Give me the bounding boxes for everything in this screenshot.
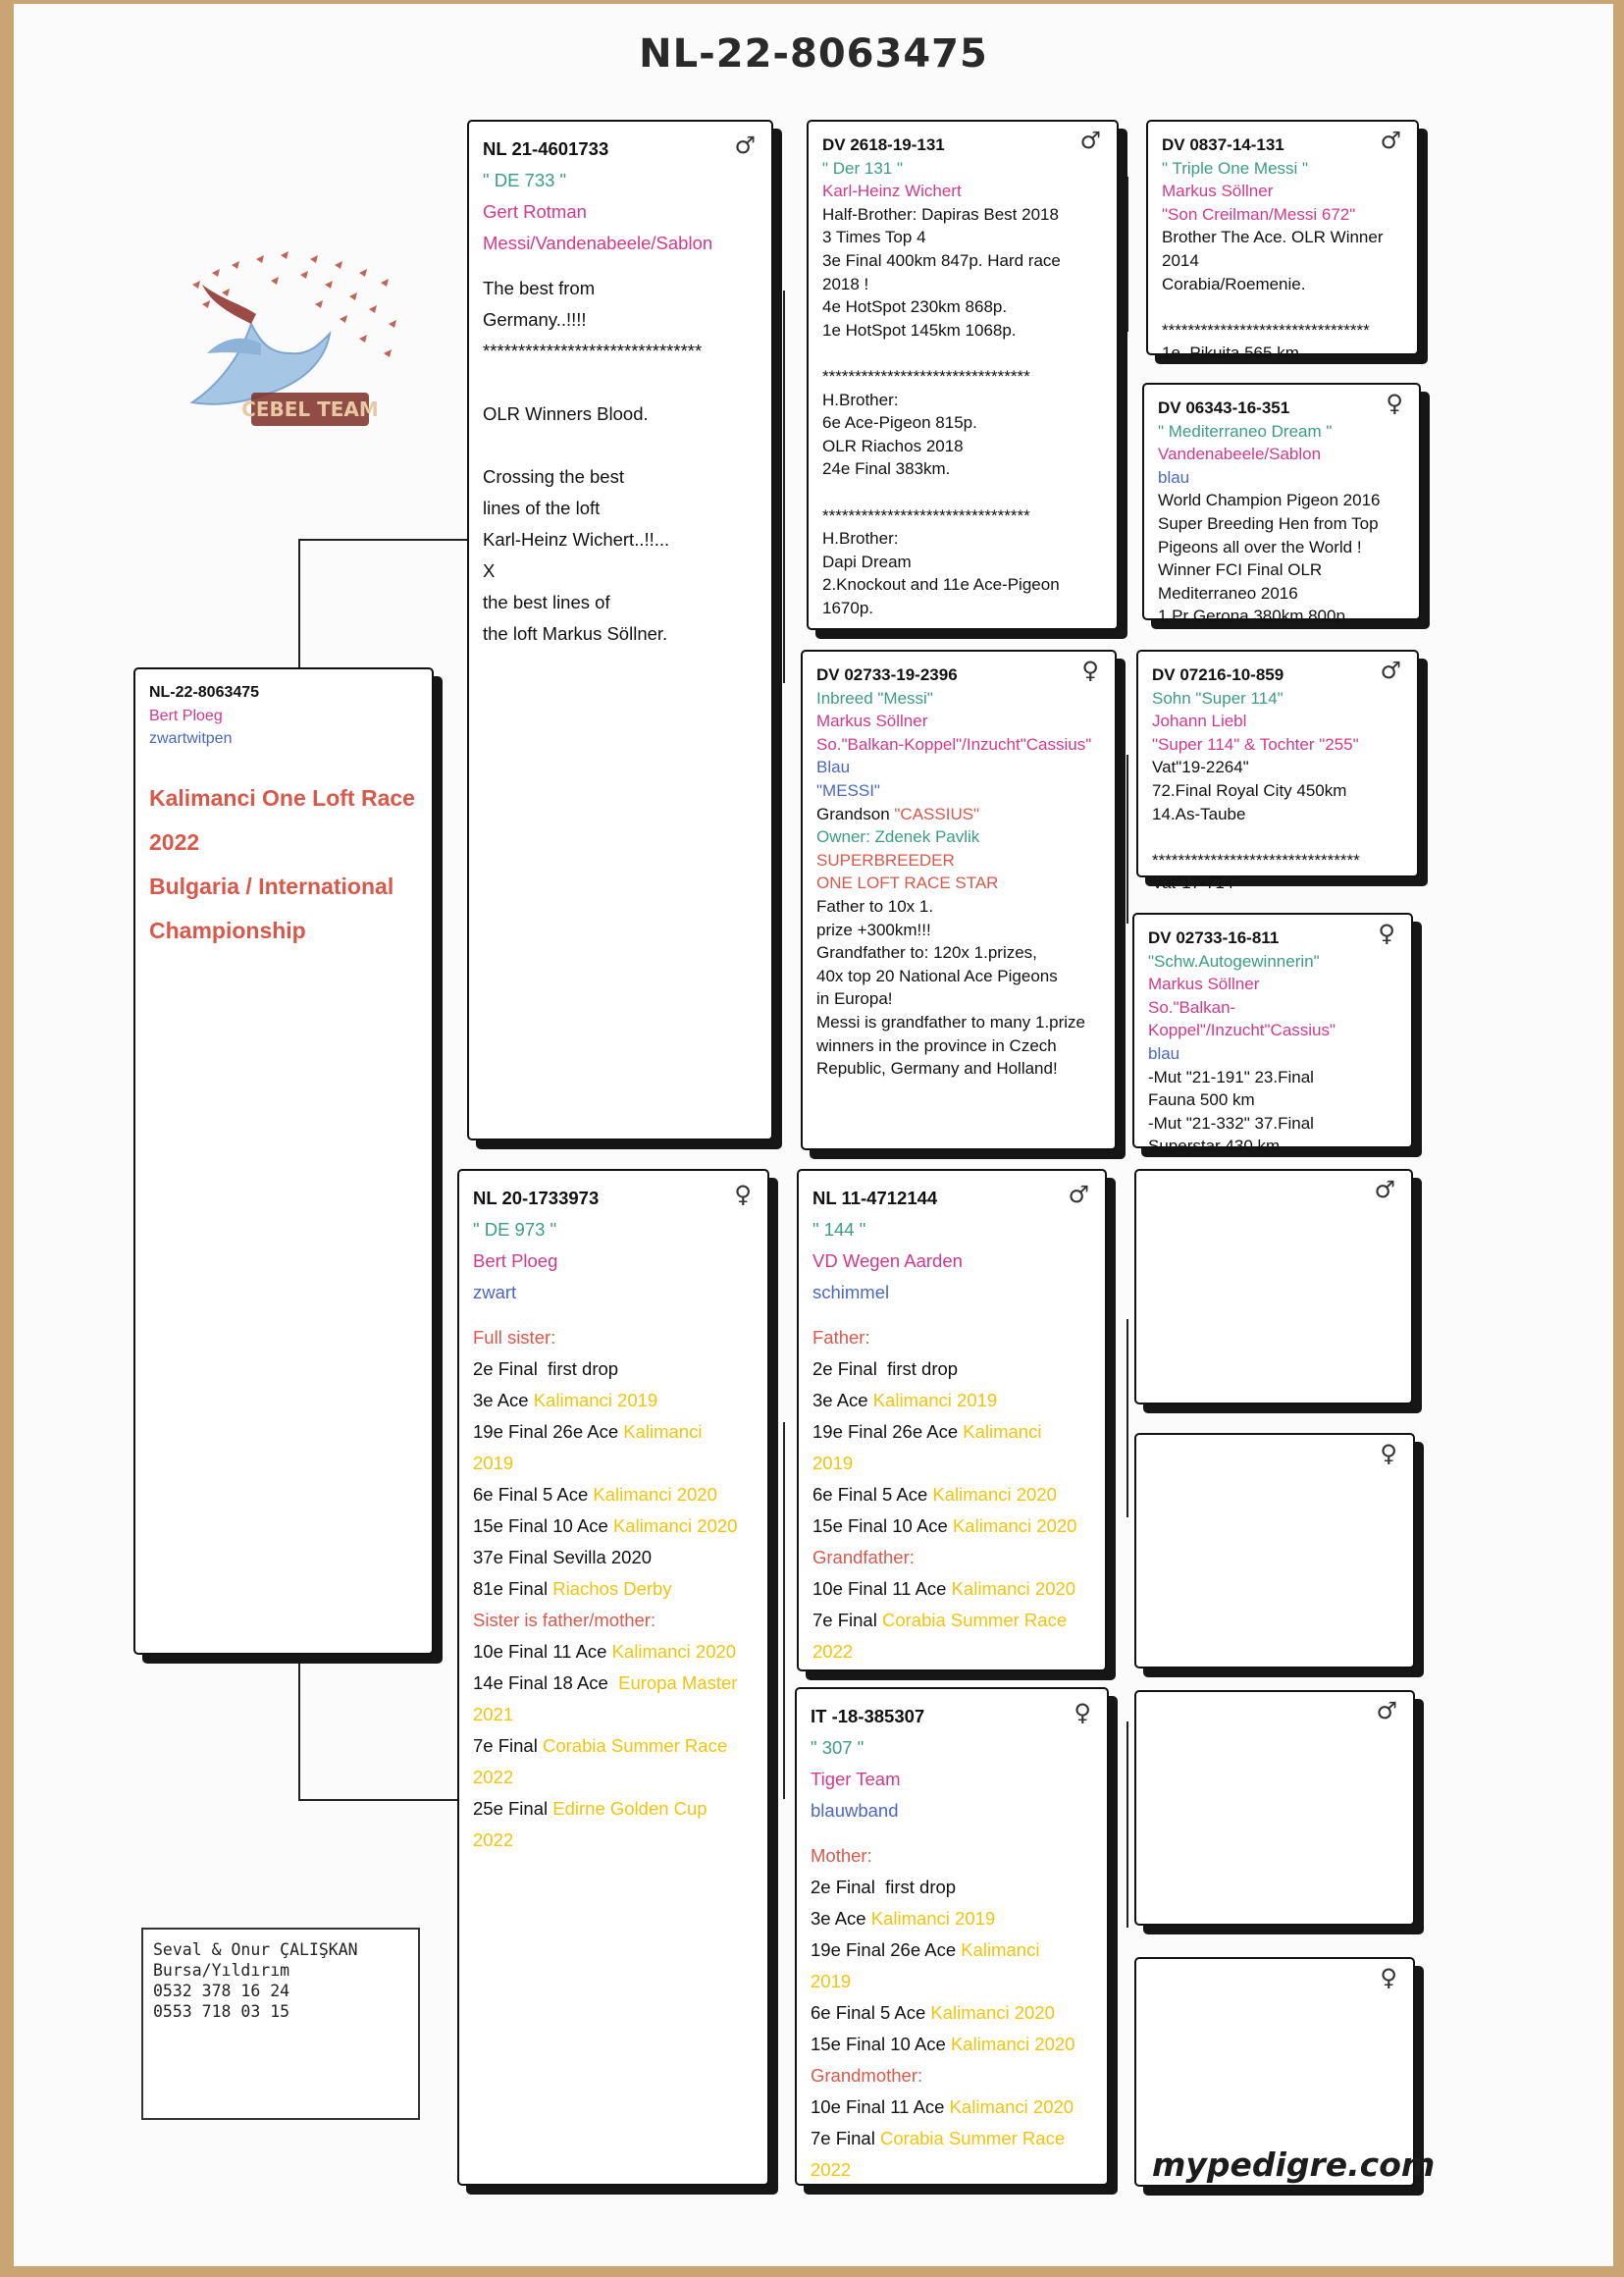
pedigree-line: DV 2618-19-131 <box>822 135 945 154</box>
pedigree-line: 6e Ace-Pigeon 815p. <box>822 413 977 433</box>
pedigree-line: 2e Final first drop <box>812 1358 959 1379</box>
contact-line: Bursa/Yıldırım <box>153 1961 290 1980</box>
pedigree-line: 2019 <box>812 1453 854 1473</box>
female-symbol-icon: ♀ <box>1386 390 1403 417</box>
pedigree-line: 2019 <box>473 1453 514 1473</box>
pedigree-line: IT -18-385307 <box>811 1706 925 1726</box>
pedigree-line: 2021 <box>473 1704 514 1724</box>
pedigree-line: Corabia/Roemenie. <box>1162 274 1306 293</box>
male-symbol-icon: ♂ <box>734 132 756 159</box>
pedigree-line: Mediterraneo 2016 <box>1158 583 1298 603</box>
connector <box>298 539 481 541</box>
pedigree-line: 3e Ace Kalimanci 2019 <box>812 1390 998 1410</box>
pedigree-line: " Triple One Messi " <box>1162 158 1309 178</box>
dam-card <box>457 1169 769 2186</box>
pedigree-line: NL 20-1733973 <box>473 1188 600 1208</box>
pedigree-line <box>483 430 761 461</box>
pedigree-line: 14e Final 18 Ace Europa Master <box>473 1672 738 1693</box>
pedigree-line: 7e Final Corabia Summer Race <box>811 2128 1066 2148</box>
female-symbol-icon: ♀ <box>1074 1699 1091 1726</box>
pedigree-line: -Mut "21-332" 37.Final <box>1148 1113 1314 1133</box>
female-symbol-icon: ♀ <box>734 1181 752 1208</box>
connector <box>1126 755 1128 924</box>
pedigree-line <box>483 259 761 273</box>
male-symbol-icon: ♂ <box>1374 1176 1395 1203</box>
pedigree-line: 40x top 20 National Ace Pigeons <box>816 966 1058 985</box>
connector <box>298 539 300 669</box>
pedigree-line: Sister is father/mother: <box>473 1610 656 1630</box>
pedigree-line: lines of the loft <box>483 498 601 518</box>
connector <box>298 1799 471 1801</box>
pedigree-line: " DE 733 " <box>483 170 567 190</box>
pedigree-line: 6e Final 5 Ace Kalimanci 2020 <box>812 1484 1057 1505</box>
pedigree-line: 3e Ace Kalimanci 2019 <box>473 1390 658 1410</box>
pedigree-line: Republic, Germany and Holland! <box>816 1059 1058 1079</box>
pedigree-line: H.Brother: <box>822 529 899 549</box>
pedigree-line: Full sister: <box>473 1327 556 1348</box>
pedigree-line: ******************************* <box>483 341 703 361</box>
connector <box>783 291 785 683</box>
pedigree-line: The best from <box>483 278 596 298</box>
pedigree-line: Blau <box>816 758 851 777</box>
female-symbol-icon: ♀ <box>1380 1440 1397 1467</box>
pedigree-line: DV 02733-16-811 <box>1148 928 1280 947</box>
dam-sire-card <box>797 1169 1107 1671</box>
dam-sire-dam-card <box>1134 1433 1415 1668</box>
contact-box <box>141 1928 420 2120</box>
pedigree-line: X <box>483 560 496 581</box>
pedigree-line: 1670p. <box>822 598 873 617</box>
pedigree-line: 24e Final 383km. <box>822 459 951 479</box>
pedigree-line: zwart <box>473 1282 517 1302</box>
pedigree-line: So."Balkan-Koppel"/Inzucht"Cassius" <box>816 734 1092 754</box>
pedigree-line: 37e Final Sevilla 2020 <box>473 1547 653 1567</box>
pedigree-line: 10e Final 11 Ace Kalimanci 2020 <box>473 1641 737 1662</box>
pedigree-line: 10e Final 11 Ace Kalimanci 2020 <box>812 1578 1076 1599</box>
pedigree-line: 25e Final Edirne Golden Cup <box>473 1798 707 1819</box>
pedigree-line: 2022 <box>473 1829 514 1850</box>
pedigree-line: Pigeons all over the World ! <box>1158 537 1362 556</box>
pedigree-line: 2e Final first drop <box>811 1877 957 1897</box>
subject-color: zwartwitpen <box>149 730 233 747</box>
sire-sire-dam-card <box>1142 383 1421 626</box>
pedigree-line: " Der 131 " <box>822 158 903 178</box>
pedigree-line: Karl-Heinz Wichert <box>822 182 962 201</box>
pedigree-line: Johann Liebl <box>1152 712 1247 731</box>
pedigree-line: 3e Ace Kalimanci 2019 <box>811 1908 996 1929</box>
subject-line: 2022 <box>149 828 200 855</box>
pedigree-line: Karl-Heinz Wichert..!!... <box>483 529 670 550</box>
pedigree-line <box>483 367 761 398</box>
pedigree-line: schimmel <box>812 1282 890 1302</box>
pedigree-line: 6e Final 5 Ace Kalimanci 2020 <box>811 2002 1055 2023</box>
male-symbol-icon: ♂ <box>1380 127 1401 154</box>
pedigree-line: the loft Markus Söllner. <box>483 623 668 644</box>
pedigree-line: Tiger Team <box>811 1769 901 1789</box>
pedigree-line: Brother The Ace. OLR Winner <box>1162 228 1384 247</box>
pedigree-line: Grandfather to: 120x 1.prizes, <box>816 943 1037 963</box>
pedigree-line: prize +300km!!! <box>816 920 931 939</box>
pedigree-line: Messi is grandfather to many 1.prize <box>816 1012 1086 1032</box>
pedigree-line: SUPERBREEDER <box>816 850 955 870</box>
pedigree-line: 1e. Pikuita 565 km <box>1162 344 1299 363</box>
pedigree-line: Inbreed "Messi" <box>816 688 933 708</box>
pedigree-line <box>811 1827 1097 1840</box>
pedigree-line: "Super 114" & Tochter "255" <box>1152 734 1359 754</box>
pedigree-line: OLR Riachos 2018 <box>822 436 964 455</box>
dam-sire-sire-card <box>1134 1169 1413 1404</box>
pedigree-line: Vat"17-714" <box>1152 874 1240 893</box>
pedigree-line: blau <box>1158 467 1190 487</box>
pedigree-line: 15e Final 10 Ace Kalimanci 2020 <box>812 1515 1077 1536</box>
pedigree-line: Superstar 430 km <box>1148 1137 1281 1156</box>
pedigree-line: 19e Final 26e Ace Kalimanci <box>473 1421 703 1442</box>
pedigree-line: 19e Final 26e Ace Kalimanci <box>811 1939 1040 1960</box>
pedigree-line: 10e Final 11 Ace Kalimanci 2020 <box>811 2096 1074 2117</box>
contact-line: Seval & Onur ÇALIŞKAN <box>153 1940 358 1959</box>
pedigree-line: ******************************** <box>822 366 1030 386</box>
pedigree-line: Mother: <box>811 1845 872 1866</box>
female-symbol-icon: ♀ <box>1081 657 1099 684</box>
male-symbol-icon: ♂ <box>1380 657 1401 684</box>
pedigree-line: Crossing the best <box>483 466 624 487</box>
pedigree-line: 2e Final first drop <box>473 1358 619 1379</box>
subject-ring: NL-22-8063475 <box>149 684 260 701</box>
footer-brand: mypedigre.com <box>1152 2145 1436 2184</box>
pedigree-line: Dapi Dream <box>822 552 912 571</box>
pedigree-line: DV 06343-16-351 <box>1158 398 1290 417</box>
pedigree-line <box>822 481 1107 504</box>
pedigree-line: " Mediterraneo Dream " <box>1158 421 1333 441</box>
pedigree-line: H.Brother: <box>822 390 899 409</box>
pedigree-line: 6e Final 5 Ace Kalimanci 2020 <box>473 1484 717 1505</box>
pedigree-line: 1e HotSpot 145km 1068p. <box>822 320 1017 340</box>
logo-text: CEBEL TEAM <box>241 397 379 421</box>
pedigree-line: the best lines of <box>483 592 610 612</box>
pedigree-line: 2022 <box>811 2159 852 2180</box>
pedigree-line: Markus Söllner <box>1148 975 1260 994</box>
male-symbol-icon: ♂ <box>1079 127 1101 154</box>
pedigree-line: 2022 <box>473 1767 514 1787</box>
subject-line: Championship <box>149 917 306 943</box>
dam-dam-sire-card <box>1134 1690 1415 1926</box>
sire-dam-sire-card <box>1136 650 1419 893</box>
pedigree-line: Super Breeding Hen from Top <box>1158 513 1379 533</box>
pedigree-line: -Mut "21-191" 23.Final <box>1148 1067 1314 1086</box>
pedigree-line: Grandmother: <box>811 2065 923 2086</box>
pedigree-line: blauwband <box>811 1800 899 1821</box>
pedigree-line: " 144 " <box>812 1219 866 1240</box>
pedigree-line: Father to 10x 1. <box>816 896 934 916</box>
contact-line: 0553 718 03 15 <box>153 2002 290 2021</box>
sire-dam-card <box>801 650 1117 1150</box>
pedigree-line: " DE 973 " <box>473 1219 557 1240</box>
pedigree-line: " 307 " <box>811 1737 864 1758</box>
pedigree-line: NL 11-4712144 <box>812 1188 938 1208</box>
subject-line: Bulgaria / International <box>149 873 394 899</box>
pedigree-line: Koppel"/Inzucht"Cassius" <box>1148 1021 1336 1040</box>
pedigree-line: Markus Söllner <box>1162 182 1274 201</box>
pedigree-line: 2018 ! <box>822 274 869 293</box>
pedigree-line: DV 0837-14-131 <box>1162 135 1284 154</box>
sire-dam-dam-card <box>1132 913 1413 1156</box>
pedigree-line: OLR Winners Blood. <box>483 403 649 424</box>
connector <box>1126 177 1128 332</box>
pedigree-line: ONE LOFT RACE STAR <box>816 874 999 893</box>
pedigree-line: Grandfather: <box>812 1547 915 1567</box>
pedigree-line: World Champion Pigeon 2016 <box>1158 491 1381 510</box>
dam-dam-card <box>795 1687 1109 2186</box>
pedigree-line: ******************************** <box>1152 850 1360 870</box>
pedigree-line: 19e Final 26e Ace Kalimanci <box>812 1421 1042 1442</box>
subject-pigeon-card <box>133 667 434 1655</box>
pedigree-line <box>812 1308 1095 1322</box>
pedigree-line: VD Wegen Aarden <box>812 1250 963 1271</box>
connector <box>298 1650 300 1801</box>
pedigree-line: "Schw.Autogewinnerin" <box>1148 951 1320 971</box>
pedigree-line: 2.Knockout and 11e Ace-Pigeon <box>822 575 1060 595</box>
pedigree-line: Markus Söllner <box>816 712 928 731</box>
female-symbol-icon: ♀ <box>1380 1964 1397 1991</box>
pedigree-line: 3e Final 400km 847p. Hard race <box>822 250 1061 270</box>
pedigree-line: in Europa! <box>816 989 893 1009</box>
pedigree-line: Owner: Zdenek Pavlik <box>816 827 980 847</box>
pedigree-line: Fauna 500 km <box>1148 1090 1255 1110</box>
pedigree-line: 15e Final 10 Ace Kalimanci 2020 <box>473 1515 738 1536</box>
pedigree-line <box>473 1308 758 1322</box>
pedigree-line: Bert Ploeg <box>473 1250 558 1271</box>
subject-line: Kalimanci One Loft Race <box>149 784 415 811</box>
male-symbol-icon: ♂ <box>1068 1181 1089 1208</box>
connector <box>1126 1721 1128 1928</box>
sire-sire-card <box>807 120 1119 630</box>
pedigree-line <box>1152 825 1407 849</box>
pedigree-line: "Son Creilman/Messi 672" <box>1162 204 1356 224</box>
pedigree-line: 3 Times Top 4 <box>822 228 926 247</box>
pedigree-line: 7e Final Corabia Summer Race <box>473 1735 728 1756</box>
dove-logo-icon <box>163 245 418 442</box>
pedigree-line: 2014 <box>1162 250 1199 270</box>
pedigree-line: Vandenabeele/Sablon <box>1158 445 1322 464</box>
pedigree-line: Germany..!!!! <box>483 309 587 330</box>
pedigree-line: 2019 <box>811 1971 852 1991</box>
pedigree-line: 81e Final Riachos Derby <box>473 1578 672 1599</box>
pedigree-line: Grandson "CASSIUS" <box>816 804 980 823</box>
pedigree-line: 4e HotSpot 230km 868p. <box>822 297 1008 317</box>
pedigree-line: So."Balkan- <box>1148 997 1236 1017</box>
pedigree-line: 15e Final 10 Ace Kalimanci 2020 <box>811 2034 1075 2054</box>
pedigree-line: "MESSI" <box>816 780 880 800</box>
pedigree-line: Gert Rotman <box>483 201 587 222</box>
page-title: NL-22-8063475 <box>639 31 988 77</box>
pedigree-line: 1.Pr Gerona 380km 800p. <box>1158 607 1350 626</box>
pedigree-line: Half-Brother: Dapiras Best 2018 <box>822 204 1059 224</box>
pedigree-line: 72.Final Royal City 450km <box>1152 780 1347 800</box>
pedigree-line <box>822 342 1107 365</box>
pedigree-line: DV 02733-19-2396 <box>816 665 958 684</box>
pedigree-line: NL 21-4601733 <box>483 138 609 159</box>
pedigree-line: Vat"19-2264" <box>1152 758 1249 777</box>
pedigree-line: winners in the province in Czech <box>816 1035 1057 1055</box>
male-symbol-icon: ♂ <box>1376 1697 1397 1724</box>
sire-card <box>467 120 773 1140</box>
pedigree-line: ******************************** <box>822 505 1030 525</box>
pedigree-line: ******************************** <box>1162 320 1370 340</box>
pedigree-line: DV 07216-10-859 <box>1152 665 1284 684</box>
sire-sire-sire-card <box>1146 120 1419 363</box>
pedigree-sheet <box>14 4 1613 2266</box>
female-symbol-icon: ♀ <box>1378 920 1395 947</box>
connector <box>783 1422 785 1799</box>
pedigree-line: Father: <box>812 1327 870 1348</box>
subject-owner: Bert Ploeg <box>149 707 223 724</box>
contact-line: 0532 378 16 24 <box>153 1982 290 2000</box>
pedigree-line: 7e Final Corabia Summer Race <box>812 1610 1068 1630</box>
pedigree-line: 14.As-Taube <box>1152 804 1246 823</box>
pedigree-line <box>1162 295 1407 319</box>
pedigree-line: Messi/Vandenabeele/Sablon <box>483 233 713 253</box>
pedigree-line: Sohn "Super 114" <box>1152 688 1283 708</box>
pedigree-line: 2022 <box>812 1641 854 1662</box>
connector <box>1126 1319 1128 1517</box>
pedigree-line: Winner FCI Final OLR <box>1158 560 1323 580</box>
pedigree-line: blau <box>1148 1043 1180 1063</box>
